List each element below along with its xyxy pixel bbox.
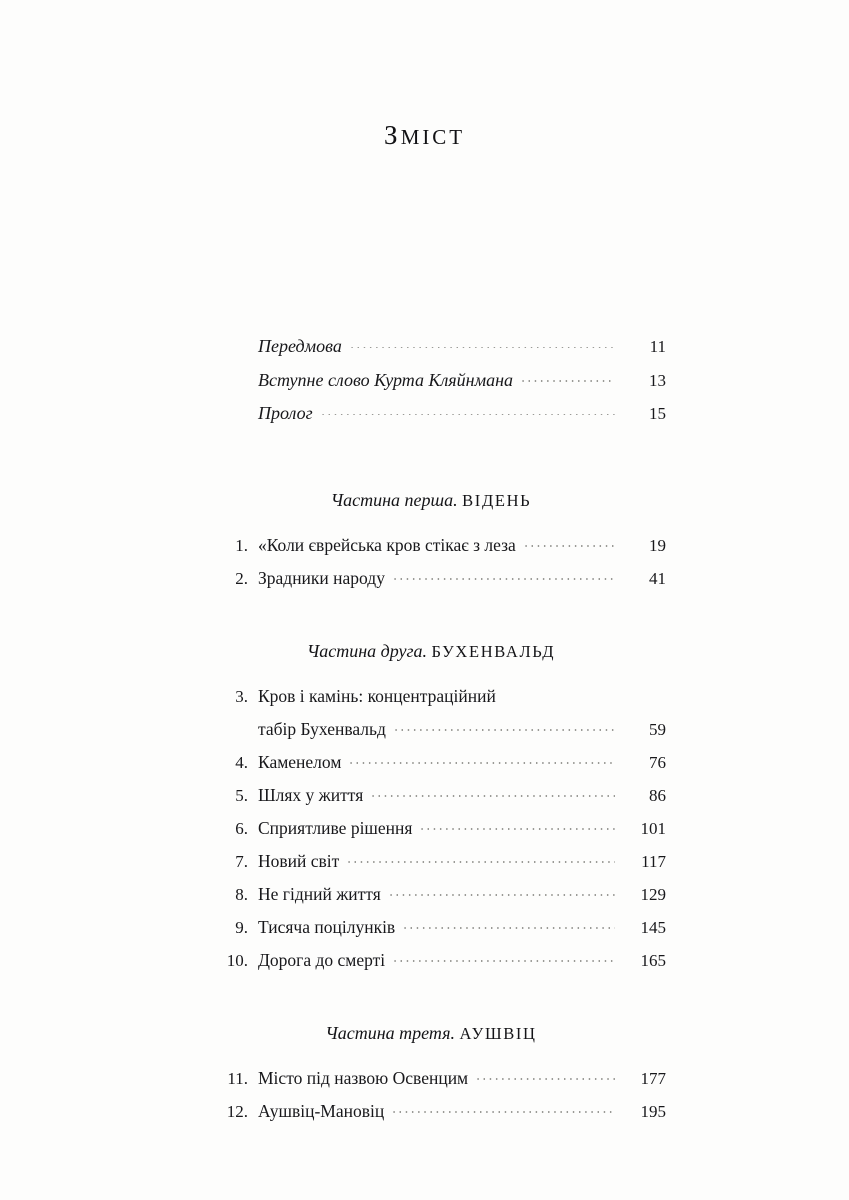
toc-front-matter-entry[interactable] [196, 330, 666, 364]
part-name: БУХЕНВАЛЬД [431, 641, 556, 661]
toc-chapter-entry[interactable] [196, 944, 666, 977]
part-heading [196, 1021, 666, 1046]
toc-chapter-entry[interactable] [196, 812, 666, 845]
leader-dots [475, 1066, 615, 1084]
chapter-page-number: 86 [649, 785, 666, 805]
chapter-title: Не гідний життя [258, 883, 381, 904]
part-gap [196, 595, 666, 639]
part-heading [196, 488, 666, 513]
chapter-title: Каменелом [258, 751, 342, 772]
leader-dots [393, 717, 615, 735]
chapter-number: 5. [235, 785, 248, 805]
chapter-page-number: 129 [640, 884, 666, 904]
part-name: ВІДЕНЬ [462, 490, 532, 510]
leader-dots [388, 882, 615, 900]
chapter-title: Новий світ [258, 850, 340, 871]
part-heading-gap [196, 513, 666, 529]
leader-dots [320, 402, 615, 420]
toc-front-matter-entry[interactable] [196, 364, 666, 398]
leader-dots [392, 566, 615, 584]
part-ordinal: Частина перша. [330, 489, 458, 510]
chapter-page-number: 76 [649, 752, 666, 772]
chapter-title: Тисяча поцілунків [258, 916, 396, 937]
chapter-page-number: 145 [640, 917, 666, 937]
chapter-number: 9. [235, 917, 248, 937]
toc-chapter-entry[interactable] [196, 911, 666, 944]
chapter-title: Кров і камінь: концентраційний [258, 685, 496, 706]
chapter-page-number: 117 [641, 851, 666, 871]
toc-chapter-entry[interactable] [196, 1062, 666, 1095]
chapter-title: Місто під назвою Освенцим [258, 1067, 469, 1088]
chapter-number: 12. [226, 1101, 248, 1121]
toc-chapter-entry[interactable] [196, 779, 666, 812]
toc-chapter-entry[interactable] [196, 562, 666, 595]
chapter-title: Дорога до смерті [258, 949, 386, 970]
chapter-page-number: 101 [640, 818, 666, 838]
chapter-number: 1. [235, 535, 248, 555]
toc-content [196, 330, 666, 1128]
part-name: АУШВІЦ [459, 1023, 537, 1043]
chapter-title-line [196, 680, 666, 713]
chapter-number: 7. [235, 851, 248, 871]
chapter-title: Шлях у життя [258, 784, 364, 805]
toc-chapter-entry[interactable] [196, 529, 666, 562]
chapter-page-number: 59 [649, 719, 666, 739]
leader-dots [419, 816, 615, 834]
leader-dots [370, 783, 615, 801]
leader-dots [348, 750, 615, 768]
leader-dots [346, 849, 615, 867]
chapter-title: Зрадники народу [258, 567, 385, 588]
chapter-number: 3. [235, 686, 248, 706]
front-matter-label: Пролог [258, 403, 313, 423]
leader-dots [392, 948, 615, 966]
page-title [0, 118, 849, 154]
front-matter-label: Вступне слово Курта Кляйнмана [258, 369, 514, 390]
chapter-page-number: 19 [649, 535, 666, 555]
chapter-title: Аушвіц-Мановіц [258, 1100, 385, 1121]
part-heading [196, 639, 666, 664]
chapter-page-number: 195 [640, 1101, 666, 1121]
chapter-title-line-continued [196, 713, 666, 746]
chapter-number: 11. [227, 1068, 248, 1088]
chapter-page-number: 165 [640, 950, 666, 970]
section-gap [196, 431, 666, 488]
part-ordinal: Частина друга. [306, 640, 428, 661]
chapter-page-number: 41 [649, 568, 666, 588]
chapter-title-continued: табір Бухенвальд [258, 718, 386, 739]
toc-chapter-entry[interactable] [196, 1095, 666, 1128]
chapter-number: 8. [235, 884, 248, 904]
toc-front-matter-entry[interactable] [196, 397, 666, 431]
toc-chapter-entry[interactable] [196, 845, 666, 878]
leader-dots [520, 368, 615, 386]
leader-dots [402, 915, 615, 933]
leader-dots [523, 533, 615, 551]
chapter-number: 2. [235, 568, 248, 588]
toc-chapter-entry[interactable] [196, 878, 666, 911]
toc-chapter-entry[interactable] [196, 746, 666, 779]
leader-dots [391, 1099, 615, 1117]
chapter-number: 6. [235, 818, 248, 838]
chapter-title: Сприятливе рішення [258, 817, 413, 838]
chapter-title: «Коли єврейська кров стікає з леза [258, 534, 516, 555]
part-ordinal: Частина третя. [325, 1022, 456, 1043]
leader-dots [349, 335, 615, 353]
part-gap [196, 977, 666, 1021]
chapter-number: 4. [235, 752, 248, 772]
page-title-initial: З [383, 120, 401, 151]
toc-chapter-entry[interactable] [196, 680, 666, 746]
part-heading-gap [196, 1046, 666, 1062]
front-matter-page-number: 13 [649, 370, 666, 390]
toc-entry-list [196, 330, 666, 1128]
chapter-page-number: 177 [640, 1068, 666, 1088]
part-heading-gap [196, 664, 666, 680]
front-matter-page-number: 15 [649, 404, 666, 423]
front-matter-page-number: 11 [649, 337, 666, 356]
chapter-number: 10. [226, 950, 248, 970]
front-matter-label: Передмова [258, 336, 342, 356]
page-title-remainder: МІСТ [400, 125, 466, 150]
